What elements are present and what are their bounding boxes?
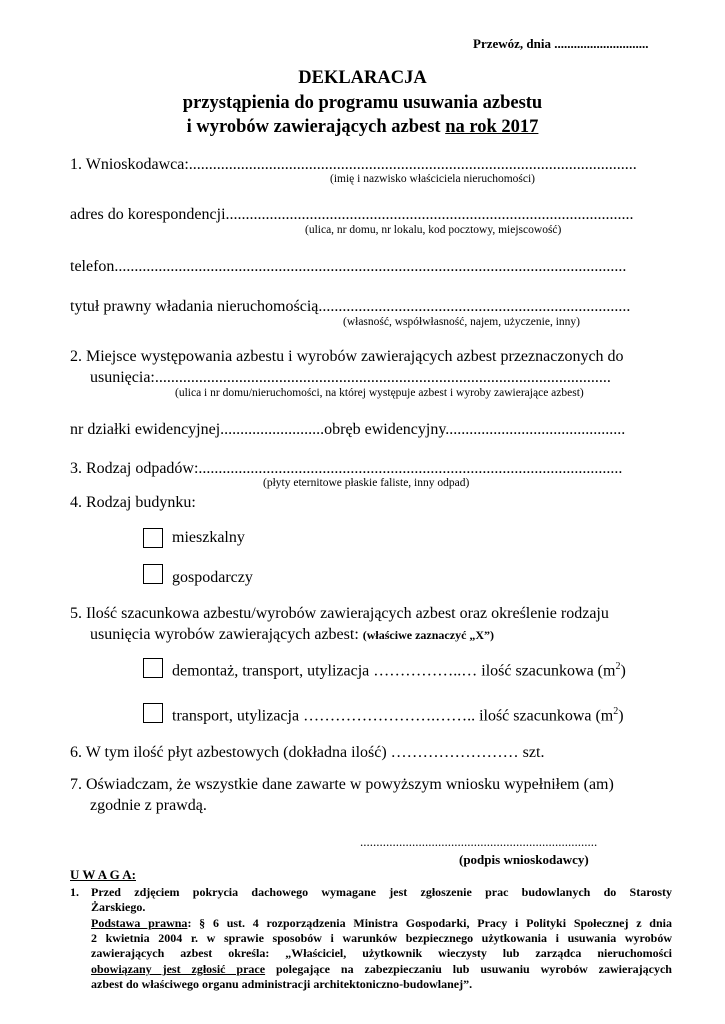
waste-type-field[interactable]: 3. Rodzaj odpadów:..........................................................................................................	[70, 460, 623, 477]
residential-checkbox[interactable]	[143, 528, 163, 548]
legal-title-hint: (własność, współwłasność, najem, użyczenie, inny)	[343, 316, 580, 328]
notice-number: 1.	[70, 885, 79, 899]
transport-option-close: )	[618, 707, 624, 725]
document-subtitle: przystąpienia do programu usuwania azbestu	[182, 93, 543, 113]
removal-type-label	[90, 626, 494, 644]
quantity-section-label: 5. Ilość szacunkowa azbestu/wyrobów zawierających azbest oraz określenie rodzaju	[70, 605, 609, 622]
subtitle-text: i wyrobów zawierających azbest	[186, 117, 446, 137]
removal-type-note: (właściwe zaznaczyć „X”)	[362, 628, 495, 642]
removal-type-text: usunięcia wyrobów zawierających azbest:	[90, 626, 363, 643]
plot-number-field[interactable]: nr działki ewidencyjnej..........................obręb ewidencyjny.............................................	[70, 421, 626, 438]
signature-label: (podpis wnioskodawcy)	[459, 852, 589, 867]
residential-option-label: mieszkalny	[172, 529, 245, 546]
statement-line1: 7. Oświadczam, że wszystkie dane zawarte w powyższym wniosku wypełniłem (am)	[70, 776, 614, 793]
statement-line2: zgodnie z prawdą.	[90, 797, 207, 814]
applicant-hint: (imię i nazwisko właściciela nieruchomości)	[330, 173, 536, 185]
transport-option	[172, 706, 624, 725]
notice-line2: Żarskiego.	[91, 900, 146, 914]
dismantle-option-text: demontaż, transport, utylizacja ……………..… ilość szacunkowa (m	[172, 662, 616, 680]
legal-title-field[interactable]: tytuł prawny władania nieruchomością..............................................................................	[70, 298, 631, 315]
asbestos-location-hint: (ulica i nr domu/nieruchomości, na której występuje azbest i wyroby zawierające azbest)	[175, 387, 584, 399]
plates-count-field[interactable]: 6. W tym ilość płyt azbestowych (dokładna ilość) …………………… szt.	[70, 744, 545, 761]
document-title: DEKLARACJA	[298, 68, 427, 88]
legal-basis-obligation: obowiązany jest zgłosić prace	[91, 962, 266, 976]
program-year: na rok 2017	[445, 117, 539, 137]
address-field[interactable]: adres do korespondencji......................................................................................................	[70, 206, 634, 223]
applicant-field[interactable]: 1. Wnioskodawca:................................................................................................................	[70, 156, 637, 173]
transport-option-text: transport, utylizacja …………………….…….. ilość szacunkowa (m	[172, 707, 614, 725]
address-hint: (ulica, nr domu, nr lokalu, kod pocztowy, miejscowość)	[305, 224, 562, 236]
legal-basis-line3: zawierających azbest określa: „Właściciel, użytkownik wieczysty lub zarządca nieruchomości	[91, 946, 672, 960]
legal-basis-line1	[91, 916, 672, 931]
dismantle-option	[172, 661, 626, 680]
waste-type-hint: (płyty eternitowe płaskie faliste, inny odpad)	[263, 477, 470, 489]
transport-unit-sup: 2	[613, 706, 619, 717]
notice-line1: Przed zdjęciem pokrycia dachowego wymagane jest zgłoszenie prac budowlanych do Starosty	[91, 885, 672, 899]
legal-basis-line4	[91, 962, 672, 977]
dismantle-checkbox[interactable]	[143, 658, 163, 678]
legal-basis-line5: azbest do właściwego organu administracji architektoniczno-budowlanej”.	[91, 977, 473, 991]
farm-option-label: gospodarczy	[172, 569, 253, 586]
farm-checkbox[interactable]	[143, 564, 163, 584]
legal-basis-text4: polegające na zabezpieczaniu lub usuwaniu wyrobów zawierających	[265, 962, 672, 976]
dismantle-option-close: )	[620, 662, 626, 680]
legal-basis-text1: : § 6 ust. 4 rozporządzenia Ministra Gospodarki, Pracy i Polityki Społecznej z dnia	[187, 916, 672, 930]
phone-field[interactable]: telefon................................................................................................................................	[70, 258, 627, 275]
asbestos-location-field[interactable]: usunięcia:..................................................................................................................	[90, 369, 611, 386]
signature-line[interactable]: .........................................................................	[360, 834, 598, 849]
document-subtitle-line2	[0, 117, 725, 138]
legal-basis-line2: 2 kwietnia 2004 r. w sprawie sposobów i warunków bezpiecznego użytkowania i usuwania wyrobów	[91, 931, 672, 945]
asbestos-location-label: 2. Miejsce występowania azbestu i wyrobów zawierających azbest przeznaczonych do	[70, 348, 624, 365]
place-date: Przewóz, dnia .............................	[473, 36, 649, 51]
legal-basis-label: Podstawa prawna	[91, 916, 188, 930]
notice-heading: U W A G A:	[70, 867, 136, 882]
transport-checkbox[interactable]	[143, 703, 163, 723]
dismantle-unit-sup: 2	[615, 661, 621, 672]
building-type-label: 4. Rodzaj budynku:	[70, 494, 196, 511]
